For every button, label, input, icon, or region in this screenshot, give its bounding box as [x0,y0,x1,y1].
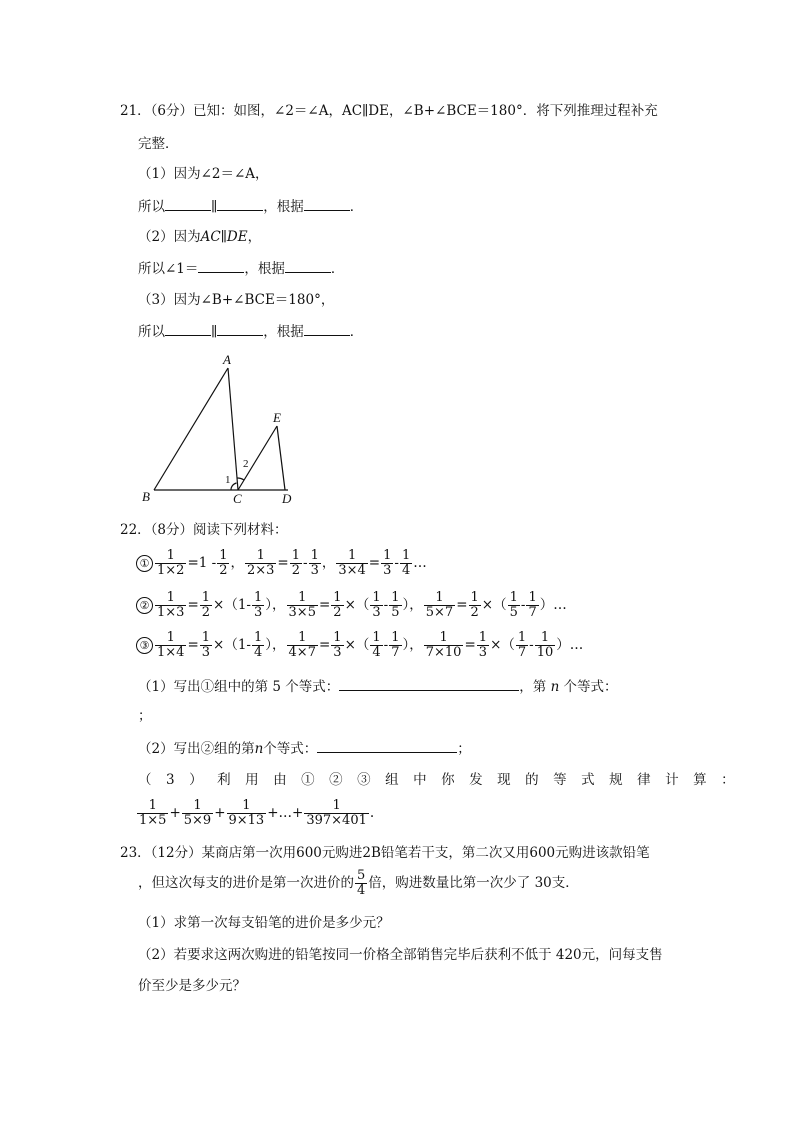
answer-blank[interactable] [217,196,263,211]
q22-part1-cont: ； [138,708,152,724]
group3-marker: ③ [136,637,153,654]
answer-blank[interactable] [285,258,331,273]
label-E: E [273,410,281,425]
fraction: 1 3 [310,547,319,578]
label-D: D [282,491,292,506]
q22-part2: （2）写出②组的第n个等式： ； [138,738,471,759]
q23-heading: 23．（12分）某商店第一次用600元购进2B铅笔若干支，第二次又用600元购进该款铅笔 [120,845,650,861]
group1-marker: ① [136,555,153,572]
fraction: $\frac{1}{1\times 2}$ [157,547,185,578]
q23-part1: （1）求第一次每支铅笔的进价是多少元？ [138,915,390,931]
q21-part1: （1）因为∠2＝∠A， [138,166,269,182]
q21-part2: （2）因为AC∥DE， [138,229,262,245]
angle-2-label: 2 [243,458,249,470]
geometry-figure [130,350,310,510]
angle-1-arc [231,483,237,490]
q22-group3: ③ $\frac{1}{1\times 4}$ = $\frac{1}{3}$ ×（1- 1 4 ）， $\frac{1}{4\times 7}$ = $\frac{1}{3}$ ×（ 1 4 - 1 7 ）， $\frac{1}{7\times 10}$ = $\frac{1}{3}$ ×（ 1 7 - 1 10 ）… [136,628,583,662]
angle-2-arc [237,478,244,480]
q22-part3-expression: 1 1×5 + $\frac{1}{5\times 9}$ + $\frac{1}{9\times 13}$ +…+ $\frac{1}{397\times 401}$ . [139,797,375,828]
q21-part3-answer: 所以 ∥ ，根据 ． [138,321,363,342]
line-ab [154,368,228,490]
label-C: C [233,491,242,506]
answer-blank[interactable] [304,321,350,336]
fraction-5-4: 5 4 [357,867,366,898]
fraction: $\frac{1}{2}$ [291,547,301,578]
answer-blank[interactable] [217,321,263,336]
answer-blank[interactable] [317,738,457,753]
q21-heading-cont: 完整． [138,136,179,152]
label-suoyi: 所以 [138,199,165,215]
q22-heading: 22．（8分）阅读下列材料： [120,522,288,538]
label-genju: ，根据 [263,199,304,215]
group2-marker: ② [136,597,153,614]
answer-blank[interactable] [165,196,211,211]
parallel-sign: ∥ [211,199,218,215]
q21-part1-answer: 所以 ∥ ，根据 ． [138,196,363,217]
answer-blank[interactable] [165,321,211,336]
q21-part2-answer: 所以∠1＝ ，根据 ． [138,258,344,279]
fraction: 1 2 [219,547,228,578]
q21-heading: 21．（6分）已知：如图，∠2＝∠A，AC∥DE，∠B+∠BCE＝180°．将下列推理过程补充 [120,103,658,119]
q23-heading-cont: ，但这次每支的进价是第一次进价的 5 4 倍，购进数量比第一次少了 30支． [138,867,579,898]
q22-part3: （3）利用由①②③组中你发现的等式规律计算： [138,772,750,788]
answer-blank[interactable] [339,676,519,691]
label-A: A [223,352,231,367]
fraction: $\frac{1}{2\times 3}$ [246,547,275,578]
q22-group1: ① $\frac{1}{1\times 2}$ =1 - 1 2 ， $\frac{1}{2\times 3}$ = $\frac{1}{2}$ - 1 3 ， $\frac{1}{3\times 4}$ = $\frac{1}{3}$ - 1 4 … [136,546,427,580]
line-ac [228,368,238,490]
q23-part2: （2）若要求这两次购进的铅笔按同一价格全部销售完毕后获利不低于 420元，问每支售 [138,947,663,963]
q22-part1: （1）写出①组中的第 5 个等式： ，第 n 个等式： [138,676,618,697]
q23-part2-cont: 价至少是多少元？ [138,978,246,994]
answer-blank[interactable] [304,196,350,211]
answer-blank[interactable] [198,258,244,273]
angle-1-label: 1 [225,474,231,486]
fraction: $\frac{1}{3}$ [383,547,392,578]
q22-group2: ② $\frac{1}{1\times 3}$ = $\frac{1}{2}$ ×（1- 1 3 ）， $\frac{1}{3\times 5}$ = $\frac{1}{2}$ ×（ 1 3 - 1 5 ）， $\frac{1}{5\times 7}$ = $\frac{1}{2}$ ×（ 1 5 - 1 7 ）… [136,588,567,622]
fraction: $\frac{1}{3\times 4}$ [338,547,366,578]
q21-part3: （3）因为∠B+∠BCE＝180°， [138,292,335,308]
line-ed [277,426,285,490]
label-B: B [142,489,150,504]
fraction: 1 4 [401,547,411,578]
